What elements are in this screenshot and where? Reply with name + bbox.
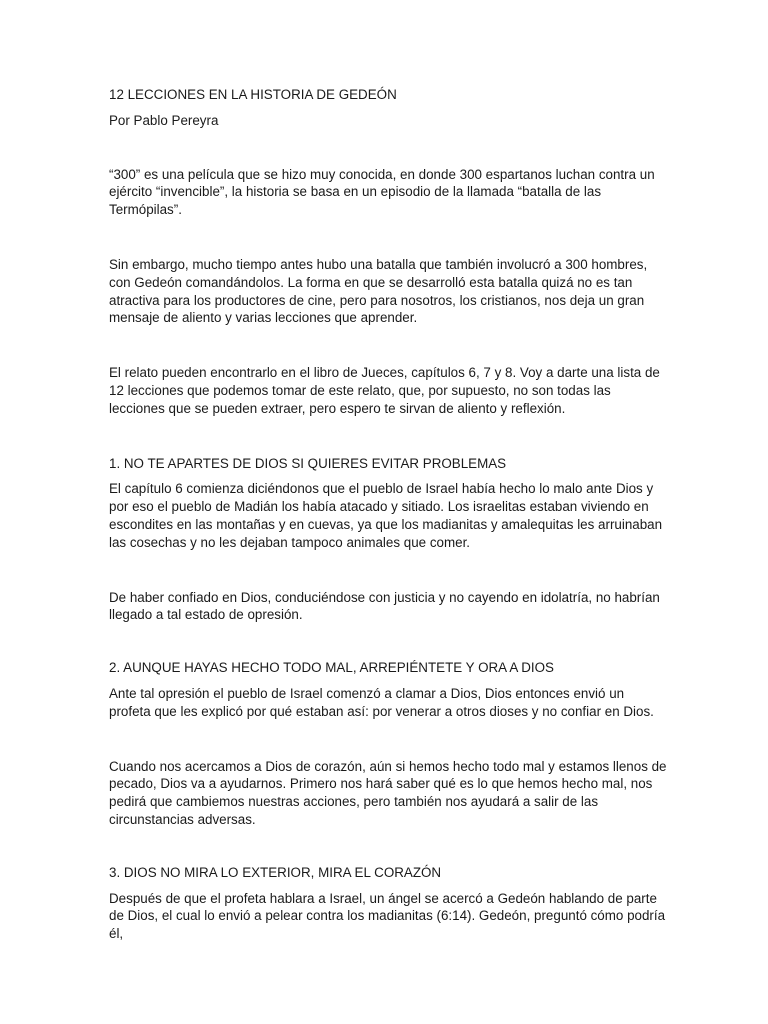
- intro-paragraph: Sin embargo, mucho tiempo antes hubo una batalla que también involucró a 300 hombres, con Gedeón comandándolos. La forma en que se desarrolló esta batalla quizá no es tan atractiva para los productores de cine, pero para nosotros, los cristianos, nos deja un gran mensaje de aliento y varias lecciones que aprender.: [109, 256, 648, 326]
- section-heading: 3. DIOS NO MIRA LO EXTERIOR, MIRA EL CORAZÓN: [109, 864, 442, 880]
- document-author: Por Pablo Pereyra: [109, 112, 219, 128]
- section-paragraph: El capítulo 6 comienza diciéndonos que el pueblo de Israel había hecho lo malo ante Dios y por eso el pueblo de Madián los había atacado y sitiado. Los israelitas estaban viviendo en escondites en las montañas y en cuevas, ya que los madianitas y amalequitas les arruinaban las cosechas y no les dejaban tampoco animales que comer.: [109, 481, 663, 550]
- section-paragraph: Después de que el profeta hablara a Israel, un ángel se acercó a Gedeón hablando de parte de Dios, el cual lo envió a pelear contra los madianitas (6:14). Gedeón, preguntó cómo podría él,: [109, 890, 666, 942]
- intro-paragraph: El relato pueden encontrarlo en el libro de Jueces, capítulos 6, 7 y 8. Voy a darte una lista de 12 lecciones que podemos tomar de este relato, que, por supuesto, no son todas las lecciones que se pueden extraer, pero espero te sirvan de aliento y reflexión.: [109, 365, 660, 416]
- section-paragraph: De haber confiado en Dios, conduciéndose con justicia y no cayendo en idolatría, no habrían llegado a tal estado de opresión.: [109, 589, 660, 623]
- document-title: 12 LECCIONES EN LA HISTORIA DE GEDEÓN: [109, 87, 397, 102]
- intro-paragraph: “300” es una película que se hizo muy conocida, en donde 300 espartanos luchan contra un ejército “invencible”, la historia se basa en un episodio de la llamada “batalla de las Termópilas”.: [109, 166, 655, 218]
- section-paragraph: Cuando nos acercamos a Dios de corazón, aún si hemos hecho todo mal y estamos llenos de pecado, Dios va a ayudarnos. Primero nos hará saber qué es lo que hemos hecho mal, nos pedirá que cambiemos nuestras acciones, pero también nos ayudará a salir de las circunstancias adversas.: [109, 758, 667, 827]
- document-body: [109, 86, 669, 980]
- section-paragraph: Ante tal opresión el pueblo de Israel comenzó a clamar a Dios, Dios entonces envió un profeta que les explicó por qué estaban así: por venerar a otros dioses y no confiar en Dios.: [109, 685, 654, 719]
- section-heading: 1. NO TE APARTES DE DIOS SI QUIERES EVITAR PROBLEMAS: [109, 455, 507, 471]
- section-heading: 2. AUNQUE HAYAS HECHO TODO MAL, ARREPIÉNTETE Y ORA A DIOS: [109, 660, 554, 676]
